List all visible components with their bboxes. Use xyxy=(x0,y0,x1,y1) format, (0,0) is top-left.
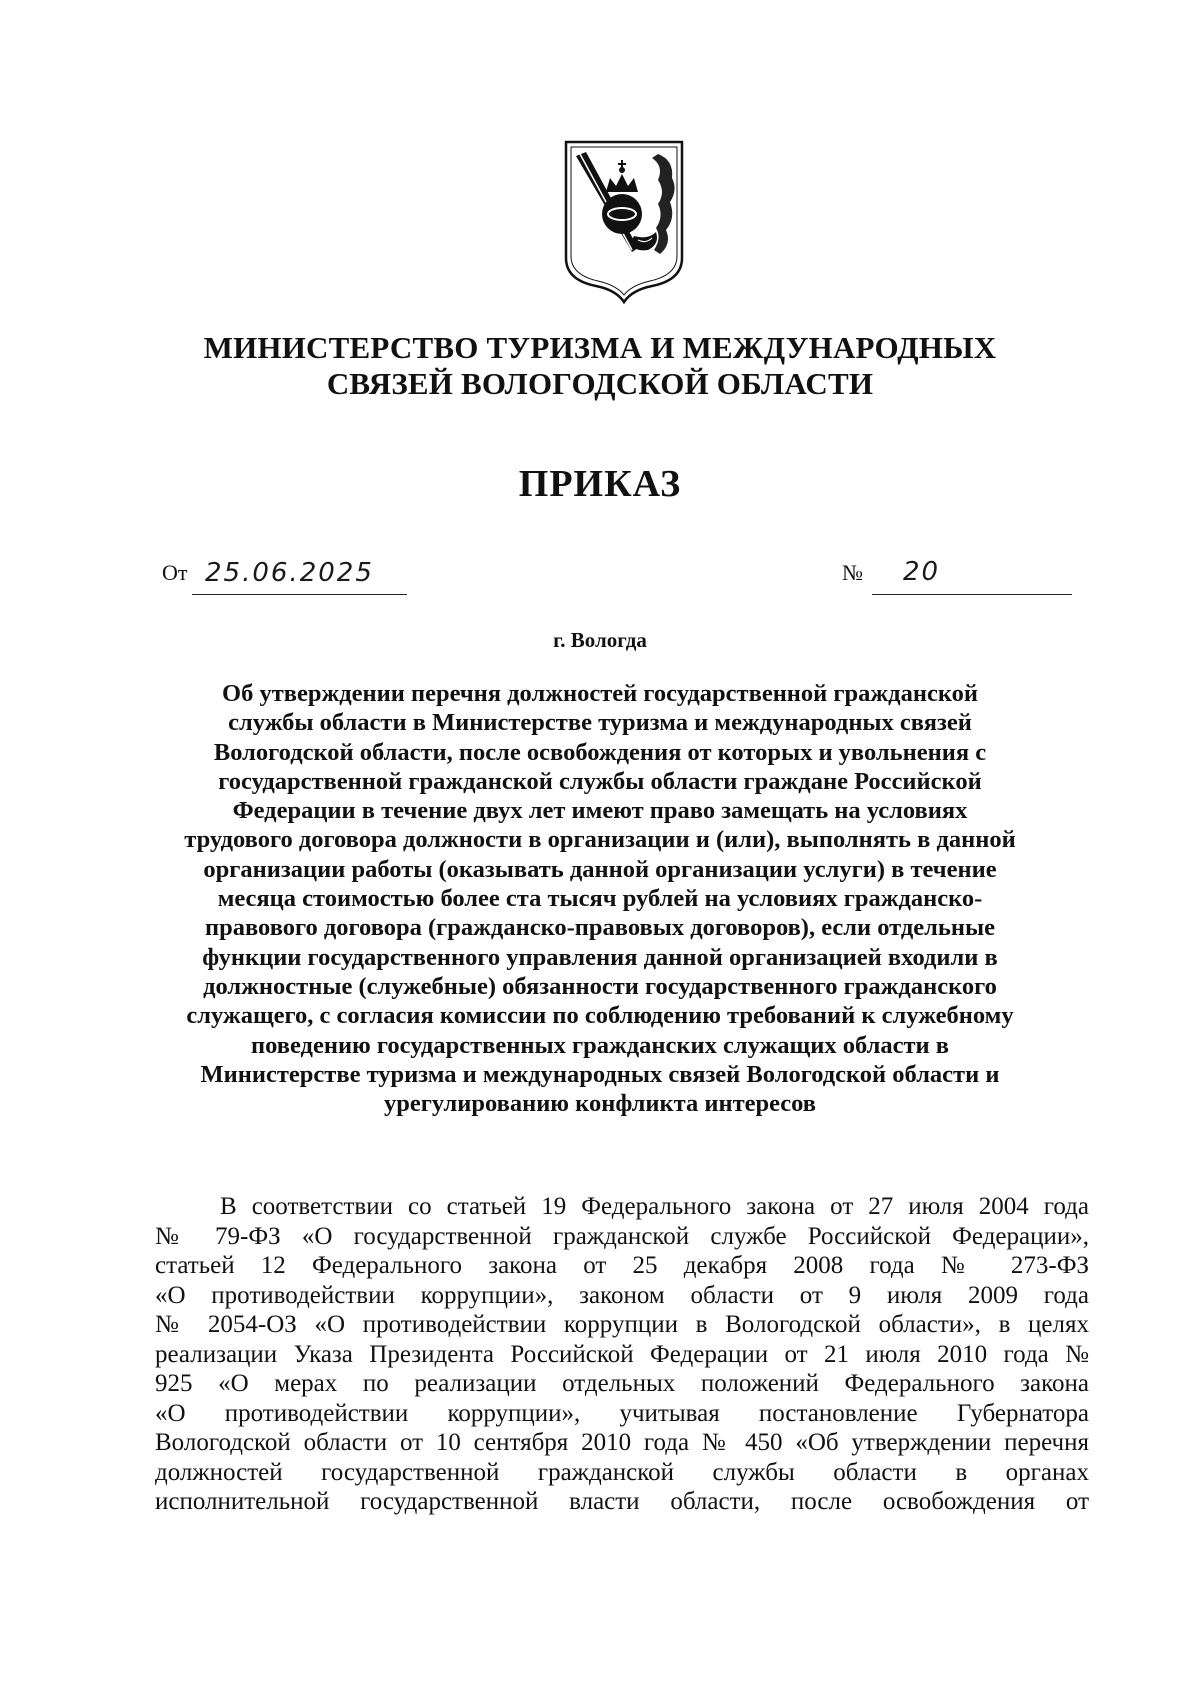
ministry-name xyxy=(150,330,1050,402)
title-line: Федерации в течение двух лет имеют право замещать на условиях xyxy=(232,797,968,825)
body-line: № 79-ФЗ «О государственной гражданской службе Российской Федерации», xyxy=(155,1222,1089,1250)
body-line: Вологодской области от 10 сентября 2010 года № 450 «Об утверждении перечня xyxy=(155,1429,1089,1456)
number-underline xyxy=(872,594,1072,595)
ministry-line-1: МИНИСТЕРСТВО ТУРИЗМА И МЕЖДУНАРОДНЫХ xyxy=(203,330,997,365)
body-line: № 2054-ОЗ «О противодействии коррупции в Вологодской области», в целях xyxy=(155,1311,1089,1338)
body-line: «О противодействии коррупции», законом области от 9 июля 2009 года xyxy=(155,1281,1089,1309)
title-line: Об утверждении перечня должностей государственной гражданской xyxy=(222,680,978,707)
body-line: 925 «О мерах по реализации отдельных положений Федерального закона xyxy=(155,1370,1089,1397)
city: г. Вологда xyxy=(553,628,647,652)
body-line: реализации Указа Президента Российской Федерации от 21 июля 2010 года № xyxy=(155,1340,1089,1368)
body-line: исполнительной государственной власти области, после освобождения от xyxy=(155,1488,1089,1515)
body-line: должностей государственной гражданской службы области в органах xyxy=(155,1458,1089,1486)
body-line: В соответствии со статьей 19 Федерального закона от 27 июля 2004 года xyxy=(220,1193,1089,1220)
title-line: организации работы (оказывать данной организации услуги) в течение xyxy=(203,855,997,883)
order-body xyxy=(155,1192,1089,1517)
handwritten-date: 25.06.2025 xyxy=(205,558,374,588)
body-line: статьей 12 Федерального закона от 25 декабря 2008 года № 273-ФЗ xyxy=(155,1252,1089,1279)
title-line: трудового договора должности в организации и (или), выполнять в данной xyxy=(184,826,1016,854)
title-line: Вологодской области, после освобождения от которых и увольнения с xyxy=(213,738,987,766)
body-line: «О противодействии коррупции», учитывая постановление Губернатора xyxy=(155,1399,1089,1427)
title-line: функции государственного управления данной организацией входили в xyxy=(202,943,998,971)
title-line: государственной гражданской службы области граждане Российской xyxy=(218,767,982,795)
ministry-line-2: СВЯЗЕЙ ВОЛОГОДСКОЙ ОБЛАСТИ xyxy=(326,366,874,401)
title-line: служащего, с согласия комиссии по соблюдению требований к служебному xyxy=(186,1002,1014,1030)
title-line: урегулированию конфликта интересов xyxy=(383,1090,817,1118)
title-line: месяца стоимостью более ста тысяч рублей на условиях гражданско- xyxy=(217,885,983,913)
title-line: Министерстве туризма и международных связей Вологодской области и xyxy=(200,1060,1000,1088)
title-line: службы области в Министерстве туризма и международных связей xyxy=(228,709,972,737)
title-line: должностные (служебные) обязанности государственного гражданского xyxy=(203,972,997,1000)
number-label: № xyxy=(842,560,863,585)
date-underline xyxy=(192,594,407,595)
coat-of-arms-icon xyxy=(562,140,686,304)
handwritten-number: 20 xyxy=(903,557,941,587)
document-type: ПРИКАЗ xyxy=(518,463,682,505)
title-line: поведению государственных гражданских служащих области в xyxy=(251,1031,949,1059)
order-title xyxy=(150,679,1050,1118)
title-line: правового договора (гражданско-правовых договоров), если отдельные xyxy=(205,914,995,942)
date-label: От xyxy=(162,560,188,585)
